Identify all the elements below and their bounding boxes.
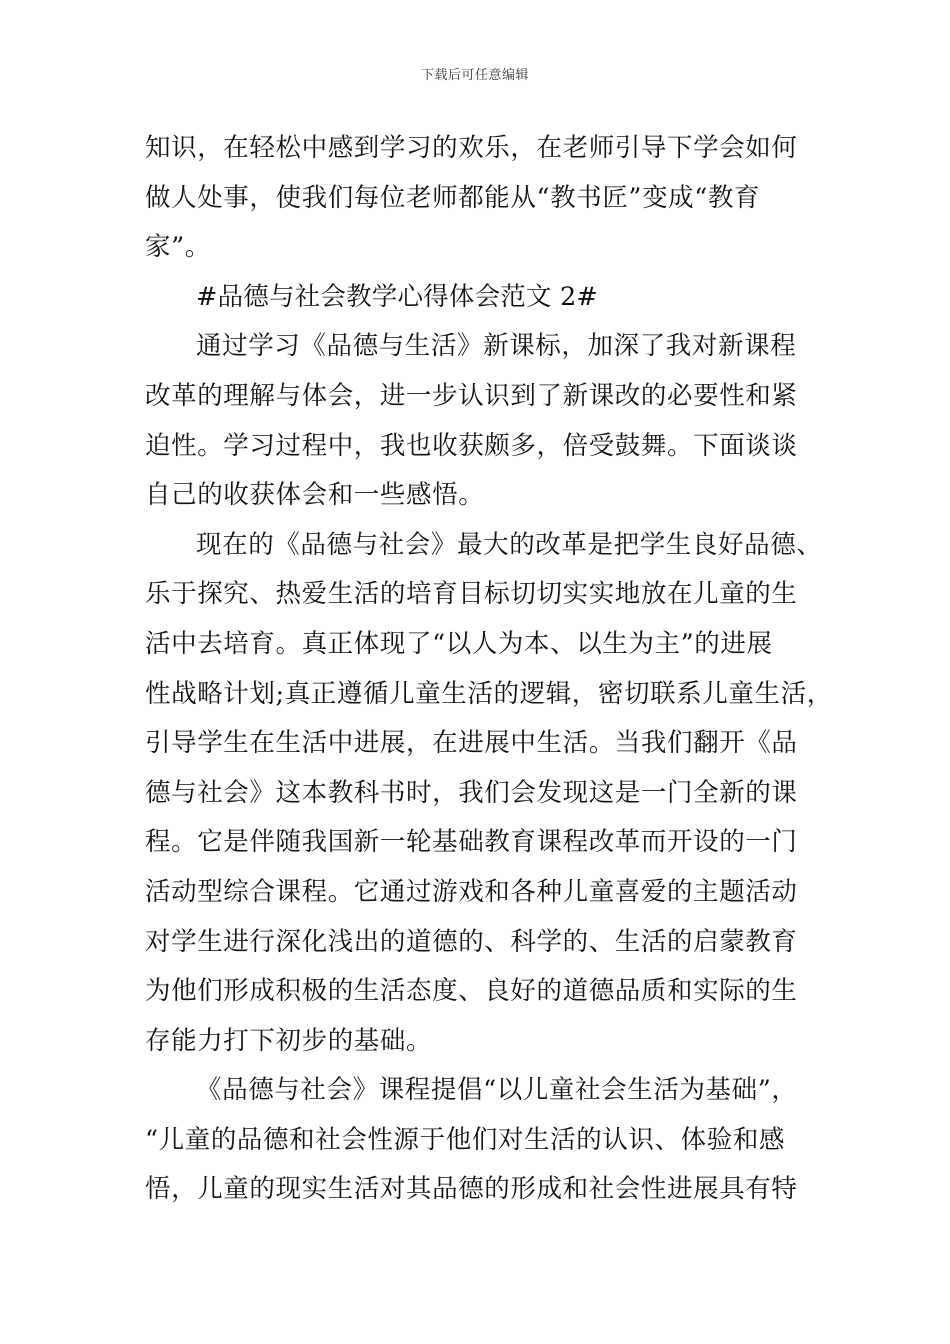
- text-line: 活中去培育。真正体现了“以人为本、以生为主”的进展: [145, 628, 773, 659]
- text-line: 为他们形成积极的生活态度、良好的道德品质和实际的生: [145, 976, 798, 1007]
- text-line: 家”。: [145, 232, 211, 263]
- document-body: [145, 124, 833, 1215]
- page-header: 下载后可任意编辑: [420, 68, 529, 83]
- text-line: 德与社会》这本教科书时，我们会发现这是一门全新的课: [145, 777, 798, 808]
- paragraph-first-line: 现在的《品德与社会》最大的改革是把学生良好品德、: [196, 529, 823, 560]
- paragraph-first-line: 通过学习《品德与生活》新课标，加深了我对新课程: [196, 331, 797, 362]
- text-line: 引导学生在生活中进展，在进展中生活。当我们翻开《品: [145, 728, 798, 759]
- text-line: “儿童的品德和社会性源于他们对生活的认识、体验和感: [145, 1124, 786, 1155]
- text-line: 活动型综合课程。它通过游戏和各种儿童喜爱的主题活动: [145, 876, 798, 907]
- section-heading: #品德与社会教学心得体会范文 2#: [196, 281, 598, 312]
- text-line: 乐于探究、热爱生活的培育目标切切实实地放在儿童的生: [145, 579, 798, 610]
- text-line: 迫性。学习过程中，我也收获颇多，倍受鼓舞。下面谈谈: [145, 430, 798, 461]
- text-line: 做人处事，使我们每位老师都能从“教书匠”变成“教育: [145, 182, 761, 213]
- text-line: 自己的收获体会和一些感悟。: [145, 480, 485, 511]
- text-line: 改革的理解与体会，进一步认识到了新课改的必要性和紧: [145, 380, 798, 411]
- text-line: 知识，在轻松中感到学习的欢乐，在老师引导下学会如何: [145, 133, 798, 163]
- text-line: 程。它是伴随我国新一轮基础教育课程改革而开设的一门: [145, 827, 798, 858]
- text-line: 对学生进行深化浅出的道德的、科学的、生活的启蒙教育: [145, 926, 798, 957]
- text-line: 性战略计划;真正遵循儿童生活的逻辑，密切联系儿童生活，: [145, 678, 833, 709]
- text-line: 存能力打下初步的基础。: [145, 1025, 433, 1056]
- paragraph-first-line: 《品德与社会》课程提倡“以儿童社会生活为基础”，: [196, 1075, 798, 1106]
- text-line: 悟，儿童的现实生活对其品德的形成和社会性进展具有特: [145, 1174, 798, 1205]
